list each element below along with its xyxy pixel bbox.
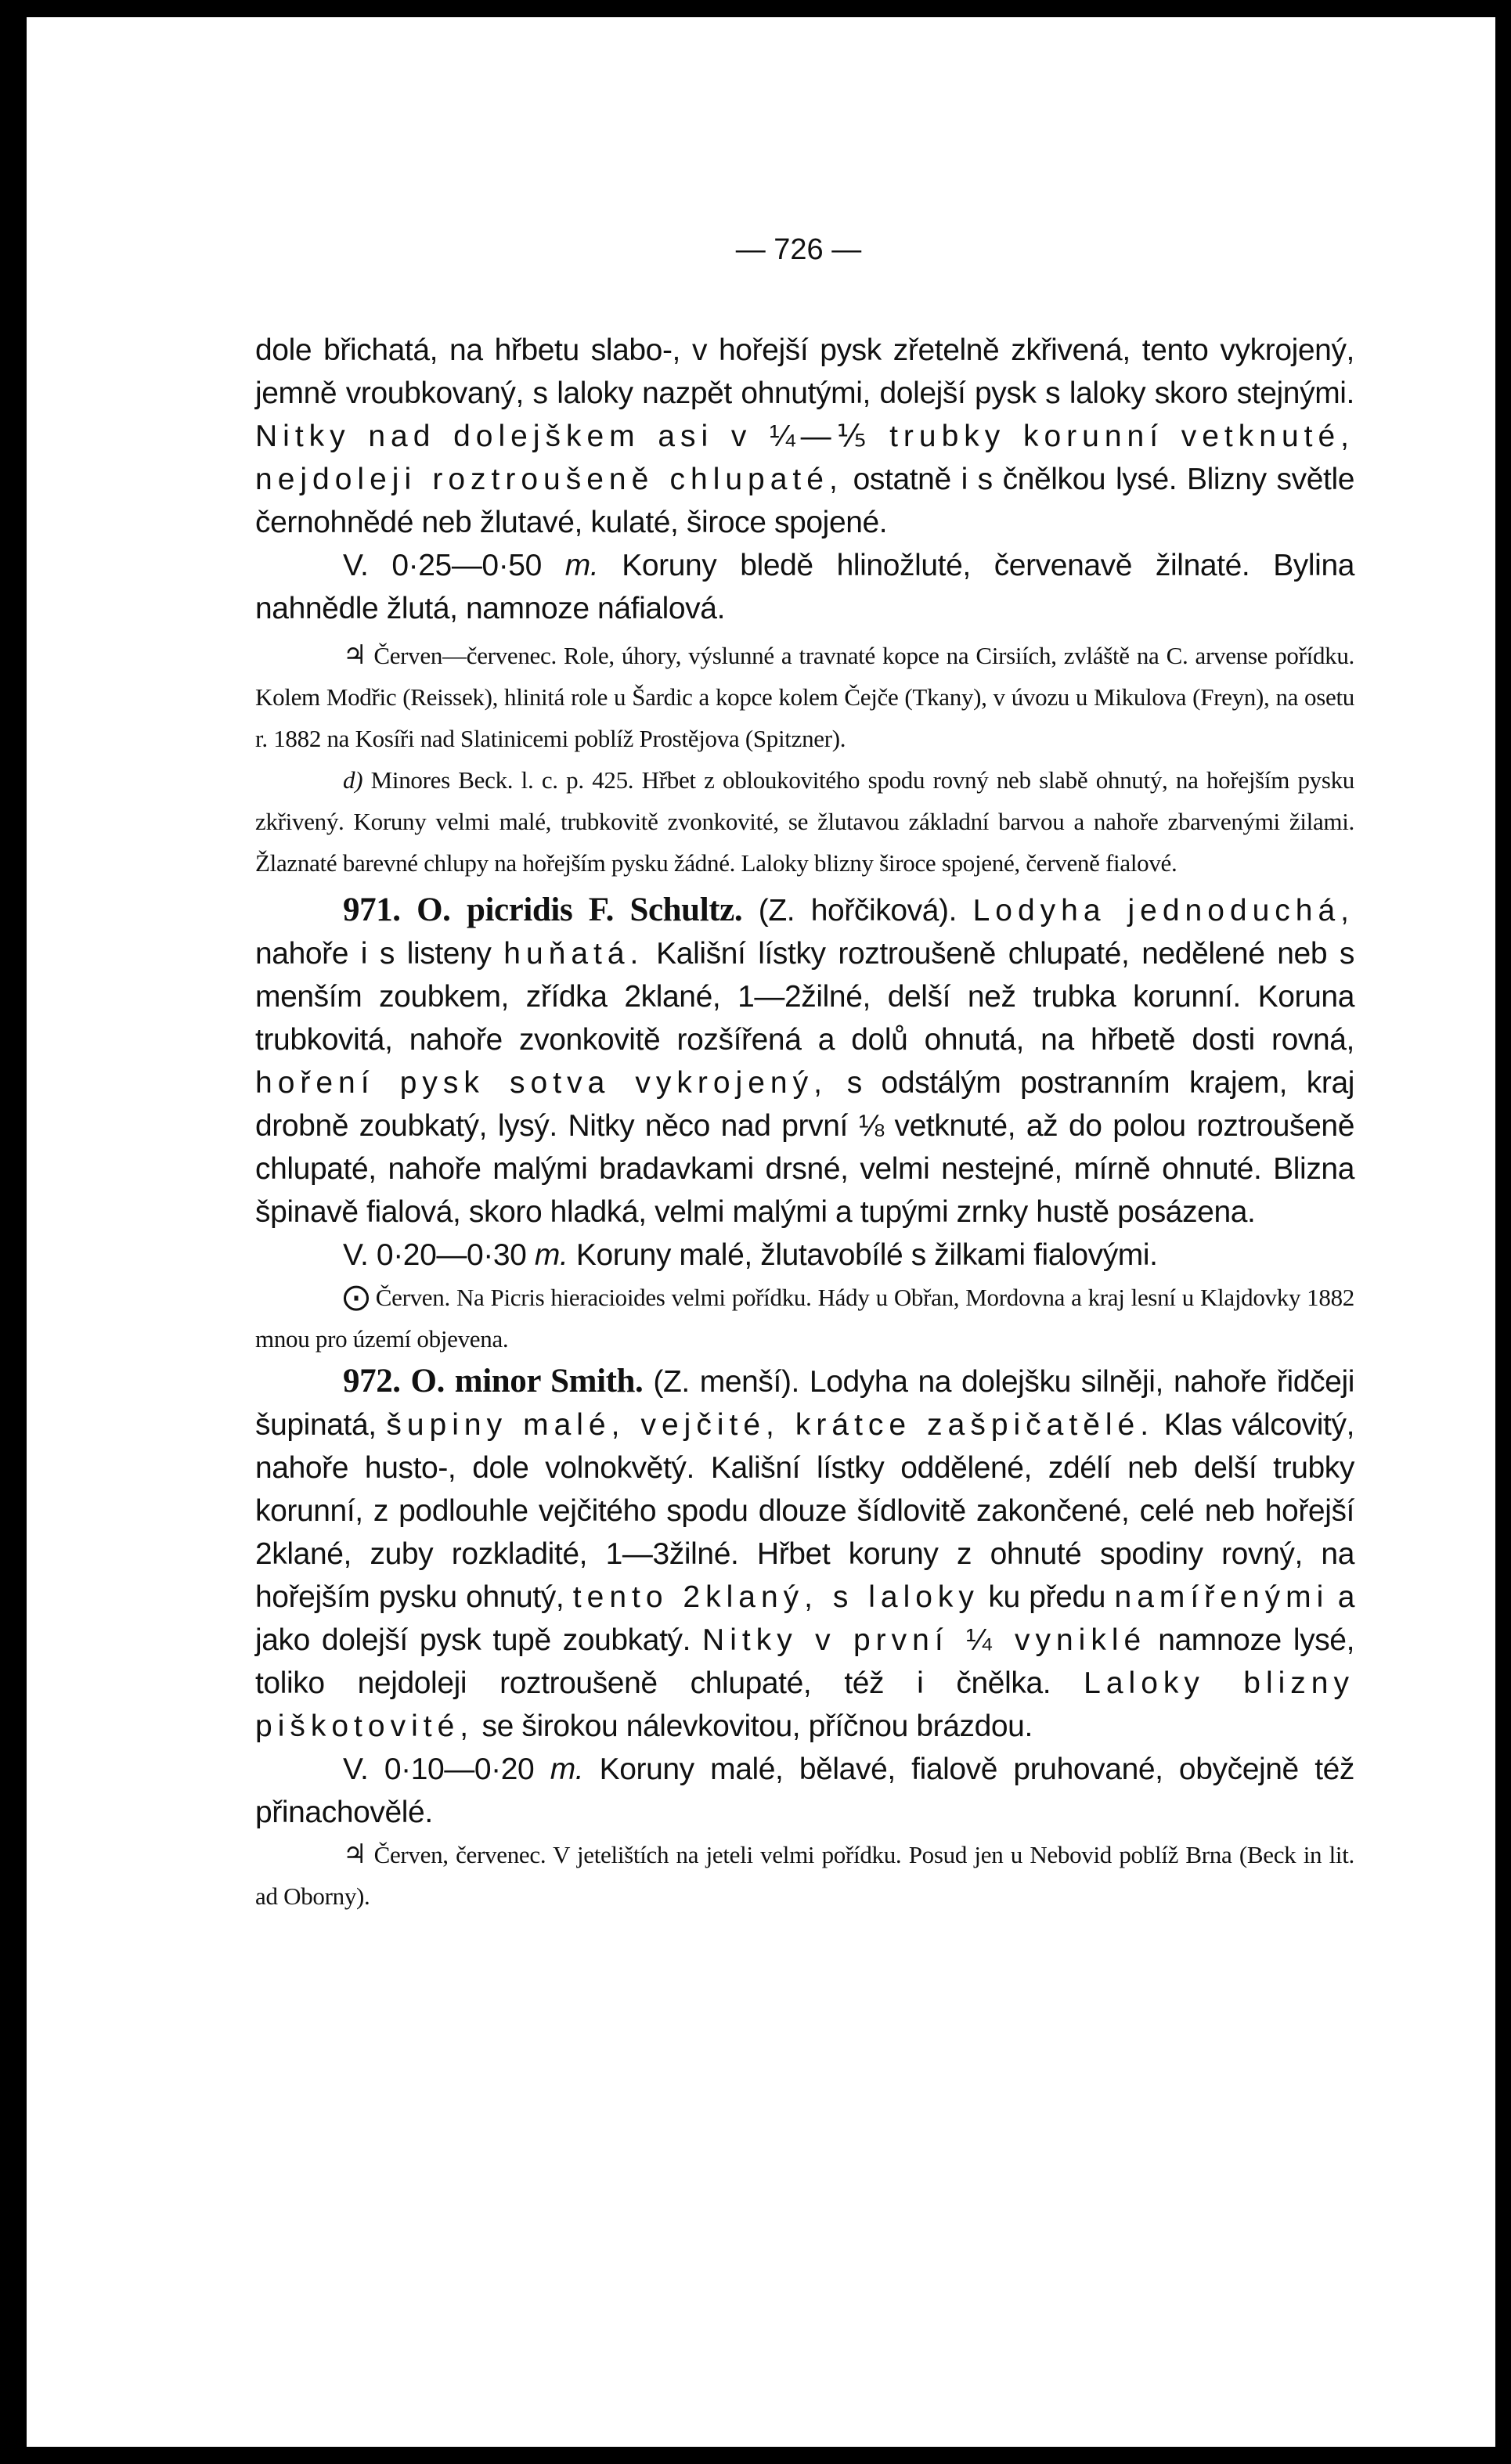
text-span: Koruny malé, bělavé, fialově pruhované, obyčejně též přinachovělé.	[255, 1753, 1355, 1829]
perennial-symbol-icon: ♃	[343, 1839, 367, 1870]
paragraph-habitat	[255, 1834, 1354, 1917]
spaced-text: Laloky blizny piškotovité,	[255, 1666, 1355, 1743]
text-span: Červen. Na Picris hieracioides velmi pořídku. Hády u Obřan, Mordovna a kraj lesní u Klajdovky 1882 mnou pro území objevena.	[255, 1284, 1354, 1353]
page-number: — 726 —	[735, 233, 862, 266]
text-span: ostatně i s čnělkou lysé. Blizny světle černohnědé neb žlutavé, kulaté, široce spojené.	[255, 463, 1354, 539]
text-span: ku předu	[988, 1580, 1106, 1614]
spaced-text: namířenými	[1114, 1580, 1329, 1614]
species-heading: 971. O. picridis F. Schultz.	[343, 892, 743, 928]
text-span: s odstálým postranním krajem, kraj drobně zoubkatý, lysý. Nitky něco nad první ⅛ vetknuté, až do polou roztroušeně chlupaté, nahoře malými bradavkami drsné, velmi nestejné, mírně ohnuté. Blizna špinavě fialová, skoro hladká, velmi malými a tupými zrnky hustě posázena.	[255, 1066, 1355, 1229]
paragraph-size	[255, 544, 1354, 630]
unit: m.	[550, 1753, 584, 1786]
book-page	[27, 17, 1495, 2447]
paragraph-habitat	[255, 1277, 1354, 1360]
spaced-text: Lodyha jednoduchá,	[972, 894, 1354, 928]
size-value: V. 0·25—0·50	[343, 549, 542, 582]
spaced-text: tento 2klaný, s laloky	[572, 1580, 979, 1614]
paragraph-size	[255, 1234, 1354, 1277]
paragraph-habitat	[255, 635, 1354, 759]
text-span: Kališní lístky roztroušeně chlupaté, nedělené neb s menším zoubkem, zřídka 2klané, 1—2žilné, delší než trubka korunní. Koruna trubkovitá, nahoře zvonkovitě rozšířená a dolů ohnutá, na hřbetě dosti rovná,	[255, 937, 1355, 1057]
text-span: (Z. hořčiková).	[758, 894, 957, 928]
text-span: a jako dolejší pysk tupě zoubkatý.	[255, 1580, 1355, 1657]
paragraph-size	[255, 1748, 1354, 1834]
spaced-text: Nitky v první ¼ vyniklé	[702, 1623, 1147, 1657]
section-label: d)	[343, 766, 363, 794]
text-span: Koruny bledě hlinožluté, červenavě žilnaté. Bylina nahnědle žlutá, namnoze náfialová.	[255, 549, 1355, 625]
page-body	[255, 329, 1354, 1917]
text-span: Červen—červenec. Role, úhory, výslunné a travnaté kopce na Cirsiích, zvláště na C. arvense pořídku. Kolem Modřic (Reissek), hlinitá role u Šardic a kopce kolem Čejče (Tkany), v úvozu u Mikulova (Freyn), na osetu r. 1882 na Kosíři nad Slatinicemi poblíž Prostějova (Spitzner).	[255, 642, 1355, 752]
text-span: se širokou nálevkovitou, příčnou brázdou.	[481, 1709, 1033, 1743]
text-span: namnoze lysé, toliko nejdoleji roztroušeně chlupaté, též i čnělka.	[255, 1623, 1355, 1700]
spaced-text: hoření pysk sotva vykrojený,	[255, 1066, 828, 1100]
spaced-text: šupiny malé, vejčité, krátce zašpičatělé.	[386, 1408, 1155, 1442]
text-span: Červen, červenec. V jetelištích na jeteli velmi pořídku. Posud jen u Nebovid poblíž Brna (Beck in lit. ad Oborny).	[255, 1841, 1354, 1910]
unit: m.	[534, 1238, 568, 1272]
spaced-text: huňatá.	[503, 937, 644, 971]
size-value: V. 0·10—0·20	[343, 1753, 535, 1786]
perennial-symbol-icon: ♃	[343, 639, 367, 671]
paragraph-species-971	[255, 888, 1354, 1234]
spaced-text: Nitky nad dolejškem asi v ¼—⅕ trubky korunní vetknuté, nejdoleji roztroušeně chlupaté,	[255, 420, 1354, 496]
text-span: nahoře i s listeny	[255, 937, 492, 971]
text-span: Klas válcovitý, nahoře husto-, dole volnokvětý. Kališní lístky oddělené, zdélí neb delší trubky korunní, z podlouhle vejčitého spodu dlouze šídlovitě zakončené, celé neb hořejší 2klané, zuby rozkladité, 1—3žilné. Hřbet koruny z ohnuté spodiny rovný, na hořejším pysku ohnutý,	[255, 1408, 1355, 1614]
text-span: dole břichatá, na hřbetu slabo-, v hořejší pysk zřetelně zkřivená, tento vykrojený, jemně vroubkovaný, s laloky nazpět ohnutými, dolejší pysk s laloky skoro stejnými.	[255, 333, 1354, 410]
paragraph-species-972	[255, 1360, 1354, 1748]
text-span: (Z. menší). Lodyha na dolejšku silněji, nahoře řidčeji šupinatá,	[255, 1365, 1354, 1442]
size-value: V. 0·20—0·30	[343, 1238, 527, 1272]
paragraph-description-end	[255, 329, 1354, 544]
paragraph-section-minores	[255, 759, 1354, 884]
text-span: Koruny malé, žlutavobílé s žilkami fialovými.	[575, 1238, 1158, 1272]
annual-symbol-icon: ⨀	[343, 1281, 370, 1313]
unit: m.	[564, 549, 599, 582]
text-span: Minores Beck. l. c. p. 425. Hřbet z obloukovitého spodu rovný neb slabě ohnutý, na hořejším pysku zkřivený. Koruny velmi malé, trubkovitě zvonkovité, se žlutavou základní barvou a nahoře zbarvenými žilami. Žlaznaté barevné chlupy na hořejším pysku žádné. Laloky blizny široce spojené, červeně fialové.	[255, 766, 1355, 877]
species-heading: 972. O. minor Smith.	[343, 1363, 644, 1400]
